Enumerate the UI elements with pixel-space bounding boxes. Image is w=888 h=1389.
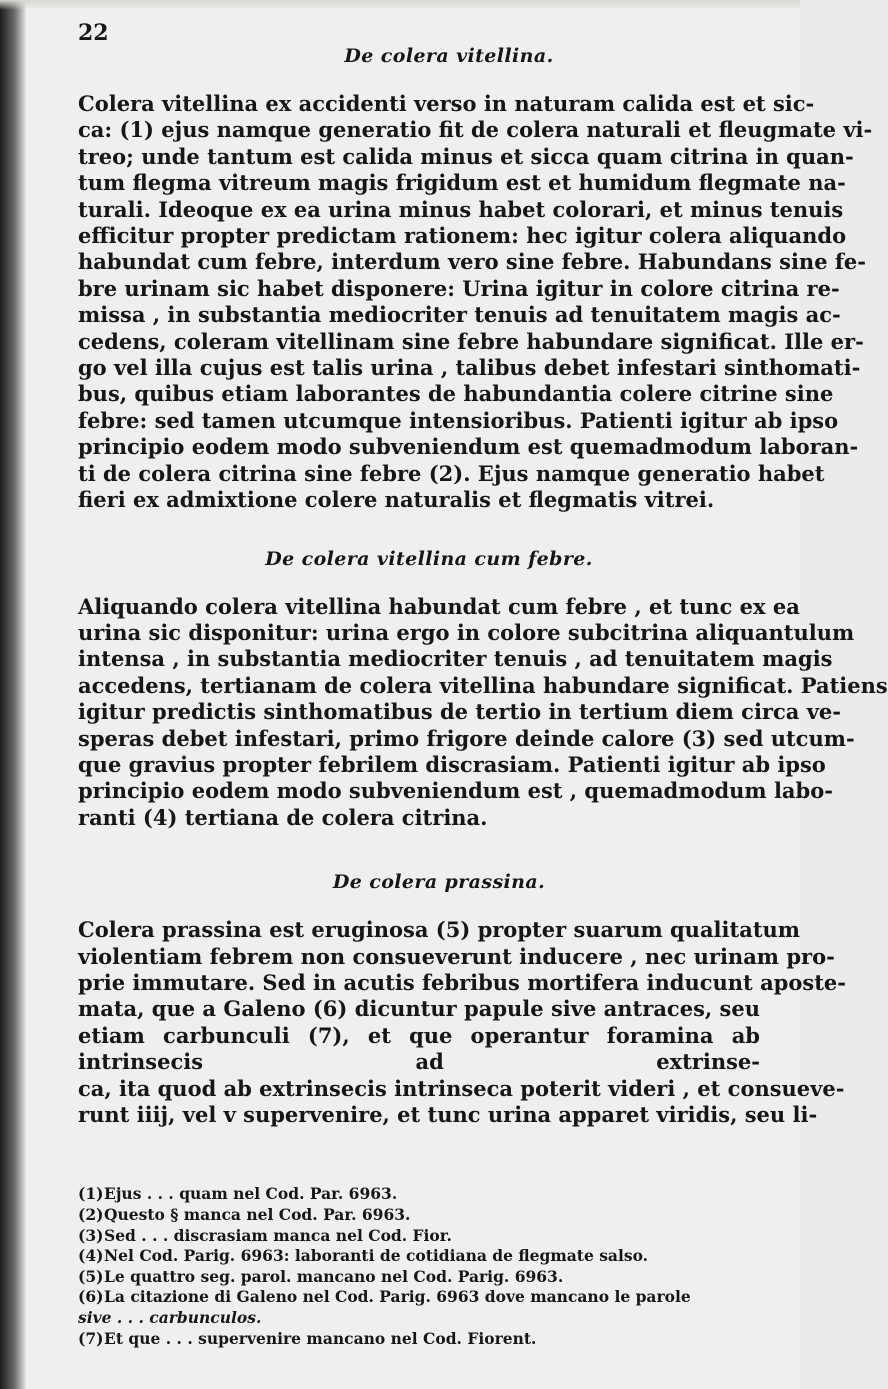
text-line: tum flegma vitreum magis frigidum est et humidum flegmate na- xyxy=(78,170,846,196)
section-heading-prassina: De colera prassina. xyxy=(332,871,546,894)
text-line: Colera vitellina ex accidenti verso in naturam calida est et sic- xyxy=(78,91,815,116)
text-line: speras debet infestari, primo frigore deinde calore (3) sed utcum- xyxy=(78,725,855,751)
text-line: que gravius propter febrilem discrasiam. Patienti igitur ab ipso xyxy=(78,751,826,777)
text-line: urina sic disponitur: urina ergo in colore subcitrina aliquantulum xyxy=(78,619,855,645)
text-line: igitur predictis sinthomatibus de tertio in tertium diem circa ve- xyxy=(78,699,841,725)
section-heading-vitellina: De colera vitellina. xyxy=(344,45,554,67)
footnote-text: Ejus . . . quam nel Cod. Par. 6963. xyxy=(104,1184,398,1204)
footnote-number: (1) xyxy=(78,1184,104,1204)
footnote-text: Et que . . . supervenire mancano nel Cod. Fiorent. xyxy=(104,1328,537,1348)
text-line: Aliquando colera vitellina habundat cum febre , et tunc ex ea xyxy=(78,593,800,619)
section-heading-vitellina-cum-febre: De colera vitellina cum febre. xyxy=(265,547,593,570)
text-line: ti de colera citrina sine febre (2). Ejus namque generatio habet xyxy=(78,460,825,486)
footnote xyxy=(78,1287,760,1308)
text-line: prie immutare. Sed in acutis febribus mortifera inducunt aposte- xyxy=(78,969,846,995)
footnote-number: (6) xyxy=(78,1287,104,1307)
footnote-number: (3) xyxy=(78,1225,104,1245)
footnote-text: Sed . . . discrasiam manca nel Cod. Fior. xyxy=(104,1225,452,1245)
text-line: cedens, coleram vitellinam sine febre habundare significat. Ille er- xyxy=(78,328,864,354)
text-line: go vel illa cujus est talis urina , talibus debet infestari sinthomati- xyxy=(78,355,861,381)
footnote xyxy=(78,1184,760,1205)
text-line: efficitur propter predictam rationem: hec igitur colera aliquando xyxy=(78,223,847,249)
text-line: ca, ita quod ab extrinsecis intrinseca poterit videri , et consueve- xyxy=(78,1075,845,1101)
footnote-text: Questo § manca nel Cod. Par. 6963. xyxy=(104,1205,411,1224)
footnote xyxy=(78,1226,760,1247)
footnote-number: (4) xyxy=(78,1246,104,1266)
text-line: ca: (1) ejus namque generatio fit de colera naturali et fleugmate vi- xyxy=(78,117,873,143)
text-line-wrapped: mata, que a Galeno (6) dicuntur papule sive antraces, seu etiam carbunculi (7), et que operantur foramina ab intrinsecis ad extrinse- xyxy=(78,996,760,1075)
footnote-text: Le quattro seg. parol. mancano nel Cod. Parig. 6963. xyxy=(104,1266,564,1286)
page-number: 22 xyxy=(78,20,109,46)
footnote-number: (5) xyxy=(78,1266,104,1286)
text-line: treo; unde tantum est calida minus et sicca quam citrina in quan- xyxy=(78,143,854,169)
text-line: missa , in substantia mediocriter tenuis ad tenuitatem magis ac- xyxy=(78,302,841,328)
text-line: habundat cum febre, interdum vero sine febre. Habundans sine fe- xyxy=(78,249,866,275)
footnote-continuation xyxy=(78,1308,760,1329)
footnote-number: (7) xyxy=(78,1328,104,1348)
text-line: violentiam febrem non consueverunt inducere , nec urinam pro- xyxy=(78,943,835,969)
page-top-shade xyxy=(0,0,800,10)
footnote-number: (2) xyxy=(78,1205,104,1224)
footnote xyxy=(78,1246,760,1267)
text-line: bus, quibus etiam laborantes de habundantia colere citrine sine xyxy=(78,381,834,407)
footnote xyxy=(78,1205,760,1226)
text-line: principio eodem modo subveniendum est , quemadmodum labo- xyxy=(78,778,833,804)
footnote-text: sive . . . carbunculos. xyxy=(78,1307,262,1327)
text-line: principio eodem modo subveniendum est quemadmodum laboran- xyxy=(78,434,859,460)
text-line: fieri ex admixtione colere naturalis et flegmatis vitrei. xyxy=(78,487,715,513)
text-line: turali. Ideoque ex ea urina minus habet colorari, et minus tenuis xyxy=(78,196,844,222)
footnote xyxy=(78,1329,760,1350)
text-line: bre urinam sic habet disponere: Urina igitur in colore citrina re- xyxy=(78,275,840,301)
text-line: accedens, tertianam de colera vitellina habundare significat. Patiens xyxy=(78,672,888,698)
footnotes xyxy=(78,1184,760,1349)
paragraph-vitellina xyxy=(78,91,873,514)
footnote-text: Nel Cod. Parig. 6963: laboranti de cotidiana de flegmate salso. xyxy=(104,1246,649,1266)
text-line: intensa , in substantia mediocriter tenuis , ad tenuitatem magis xyxy=(78,646,833,672)
footnote-text: La citazione di Galeno nel Cod. Parig. 6963 dove mancano le parole xyxy=(104,1287,691,1307)
footnote xyxy=(78,1267,760,1288)
text-line: Colera prassina est eruginosa (5) propter suarum qualitatum xyxy=(78,917,801,943)
text-line: febre: sed tamen utcumque intensioribus. Patienti igitur ab ipso xyxy=(78,407,839,433)
paragraph-prassina xyxy=(78,917,846,1128)
book-spine-shadow xyxy=(0,0,26,1389)
paragraph-vitellina-cum-febre xyxy=(78,593,888,832)
text-line: runt iiij, vel v supervenire, et tunc urina apparet viridis, seu li- xyxy=(78,1102,818,1127)
text-line: ranti (4) tertiana de colera citrina. xyxy=(78,804,488,830)
